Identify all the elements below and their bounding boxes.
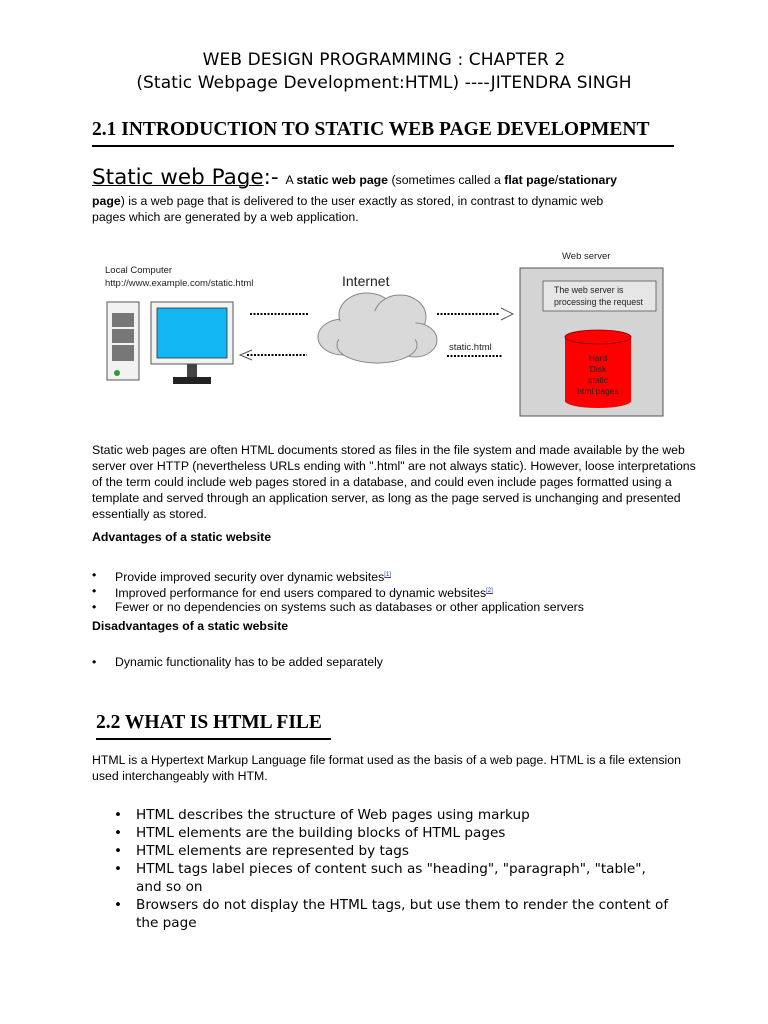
intro-bold-term: flat page xyxy=(504,173,555,187)
static-page-diagram xyxy=(95,245,665,425)
local-url-label: http://www.example.com/static.html xyxy=(105,278,254,289)
list-item-text: Provide improved security over dynamic websites xyxy=(115,570,385,584)
intro-text: ) is a web page that is delivered to the user exactly as stored, in contrast to dynamic web xyxy=(120,194,604,208)
list-item xyxy=(92,599,584,615)
disk-label-4: html pages xyxy=(577,386,619,396)
header-line-2: (Static Webpage Development:HTML) ----JITENDRA SINGH xyxy=(136,73,632,93)
disk-label-3: static xyxy=(588,375,608,385)
intro-separator: :- xyxy=(263,165,286,190)
static-pages-paragraph: Static web pages are often HTML documents stored as files in the file system and made available by the web server over HTTP (nevertheless URLs ending with ".html" are not always static). However, loose interpretations of the term could include web pages stored in a database, and could even include pages formatted using a template and served through an application server, as long as the page served is unchanging and presented essentially as stored. xyxy=(92,443,696,521)
list-item-text: Fewer or no dependencies on systems such as databases or other application servers xyxy=(115,600,584,614)
list-item xyxy=(92,567,584,583)
intro-bold-term: static web page xyxy=(296,173,389,187)
list-item: • HTML elements are the building blocks of HTML pages xyxy=(114,824,674,842)
disadvantages-list xyxy=(92,654,383,670)
server-status-line-1: The web server is xyxy=(554,285,624,295)
intro-line-2 xyxy=(92,194,603,208)
header-line-1: WEB DESIGN PROGRAMMING : CHAPTER 2 xyxy=(202,50,566,70)
monitor-icon xyxy=(151,302,233,384)
computer-tower-icon xyxy=(107,302,139,380)
list-item xyxy=(92,583,584,599)
internet-cloud-icon xyxy=(318,293,437,363)
section-2-underline xyxy=(96,738,331,740)
intro-term: Static web Page xyxy=(92,165,264,190)
web-server-label: Web server xyxy=(562,251,611,262)
section-2-title: 2.2 WHAT IS HTML FILE xyxy=(96,712,322,733)
section-1-underline xyxy=(92,145,674,147)
internet-label: Internet xyxy=(342,273,390,289)
list-item: • HTML tags label pieces of content such as "heading", "paragraph", "table", and so on xyxy=(114,860,674,896)
list-item: • HTML describes the structure of Web pages using markup xyxy=(114,806,674,824)
intro-text: / xyxy=(554,173,559,187)
hard-disk-icon xyxy=(565,330,631,408)
local-computer-label: Local Computer xyxy=(105,265,173,276)
list-item-text: Improved performance for end users compared to dynamic websites xyxy=(115,586,487,600)
disadvantages-title: Disadvantages of a static website xyxy=(92,619,289,633)
section-1-title: 2.1 INTRODUCTION TO STATIC WEB PAGE DEVELOPMENT xyxy=(92,119,650,140)
list-item: • Dynamic functionality has to be added separately xyxy=(92,654,383,670)
disk-label-1: Hard xyxy=(588,353,608,363)
advantages-title: Advantages of a static website xyxy=(92,530,272,544)
intro-bold-term: stationary xyxy=(558,173,617,187)
list-item: • HTML elements are represented by tags xyxy=(114,842,674,860)
disk-label-2: Disk xyxy=(589,364,607,374)
reference-link[interactable]: [2] xyxy=(486,588,493,594)
intro-line-1 xyxy=(92,165,617,190)
forward-arrow xyxy=(437,308,513,320)
response-arrow xyxy=(240,350,307,360)
advantages-list xyxy=(92,567,584,615)
server-status-line-2: processing the request xyxy=(554,297,643,307)
html-facts-list xyxy=(114,806,674,932)
html-definition-paragraph: HTML is a Hypertext Markup Language file format used as the basis of a web page. HTML is a file extension used interchangeably with HTM. xyxy=(92,753,681,783)
reference-link[interactable]: [1] xyxy=(384,572,391,578)
response-file-label: static.html xyxy=(449,342,492,353)
intro-line-3: pages which are generated by a web application. xyxy=(92,210,359,224)
intro-text: (sometimes called a xyxy=(388,173,505,187)
list-item: • Browsers do not display the HTML tags, but use them to render the content of the page xyxy=(114,896,674,932)
intro-bold-term: page xyxy=(92,194,121,208)
intro-text: A xyxy=(285,173,297,187)
